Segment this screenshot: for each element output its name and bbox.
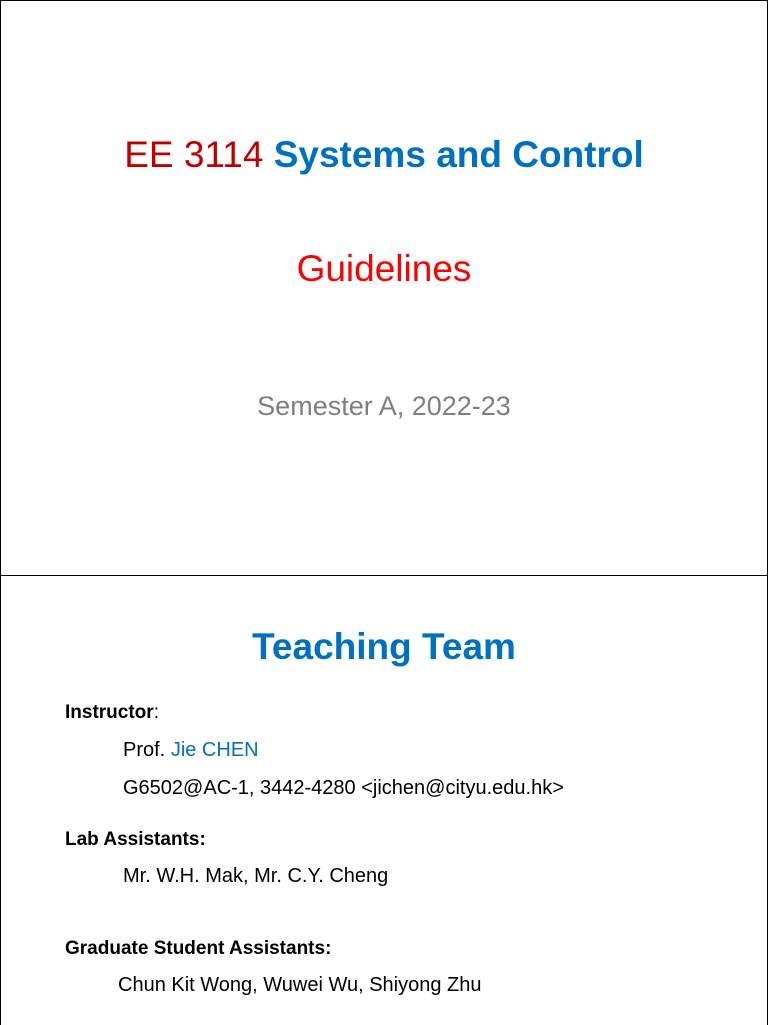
- grad-assistants-label: Graduate Student Assistants:: [65, 938, 332, 959]
- slide-subtitle: Guidelines: [296, 248, 472, 289]
- instructor-name: Jie CHEN: [170, 739, 259, 761]
- instructor-name-line: [123, 737, 259, 763]
- semester-text: Semester A, 2022-23: [257, 391, 511, 421]
- course-code: EE 3114: [124, 134, 264, 175]
- lab-assistants-heading: [65, 827, 206, 853]
- instructor-contact: G6502@AC-1, 3442-4280 <jichen@cityu.edu.hk>: [123, 777, 564, 799]
- grad-assistants-heading: [65, 936, 331, 962]
- teaching-team-slide: [0, 575, 768, 1025]
- instructor-label: Instructor: [65, 702, 154, 723]
- course-name: Systems and Control: [273, 134, 644, 175]
- lab-assistants-label: Lab Assistants:: [65, 829, 206, 850]
- teaching-team-title: Teaching Team: [252, 626, 516, 667]
- course-title: [1, 133, 767, 177]
- grad-assistants-names: Chun Kit Wong, Wuwei Wu, Shiyong Zhu: [118, 974, 482, 996]
- instructor-heading: [65, 700, 159, 726]
- instructor-colon: :: [153, 702, 159, 723]
- prof-prefix: Prof.: [123, 739, 166, 761]
- lab-assistants-names: Mr. W.H. Mak, Mr. C.Y. Cheng: [123, 865, 389, 887]
